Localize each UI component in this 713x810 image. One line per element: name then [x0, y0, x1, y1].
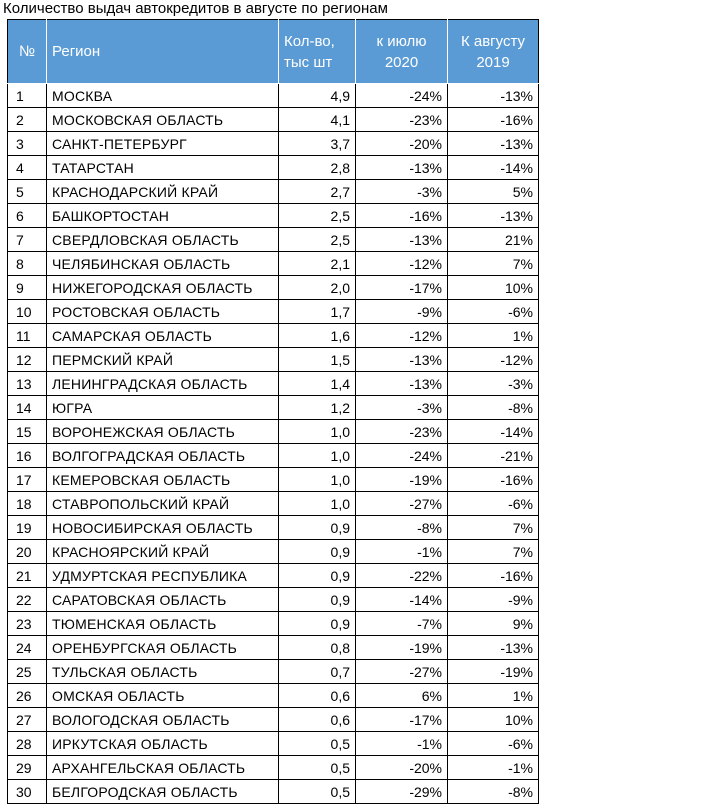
- change-vs-july: -7%: [356, 612, 448, 636]
- change-vs-august: -3%: [448, 372, 539, 396]
- region-name: САРАТОВСКАЯ ОБЛАСТЬ: [47, 588, 279, 612]
- row-number: 15: [8, 420, 47, 444]
- table-row: [8, 612, 539, 636]
- table-row: [8, 180, 539, 204]
- change-vs-july: -24%: [356, 84, 448, 108]
- change-vs-august: 7%: [448, 540, 539, 564]
- header-qty: [279, 20, 356, 84]
- region-name: МОСКВА: [47, 84, 279, 108]
- quantity-value: 3,7: [279, 132, 356, 156]
- table-row: [8, 228, 539, 252]
- row-number: 7: [8, 228, 47, 252]
- region-name: НОВОСИБИРСКАЯ ОБЛАСТЬ: [47, 516, 279, 540]
- row-number: 9: [8, 276, 47, 300]
- row-number: 30: [8, 780, 47, 804]
- row-number: 4: [8, 156, 47, 180]
- change-vs-july: -3%: [356, 396, 448, 420]
- table-row: [8, 564, 539, 588]
- row-number: 13: [8, 372, 47, 396]
- change-vs-august: 5%: [448, 180, 539, 204]
- table-row: [8, 252, 539, 276]
- change-vs-july: -13%: [356, 372, 448, 396]
- region-name: МОСКОВСКАЯ ОБЛАСТЬ: [47, 108, 279, 132]
- quantity-value: 1,0: [279, 420, 356, 444]
- change-vs-august: -6%: [448, 300, 539, 324]
- change-vs-august: -14%: [448, 420, 539, 444]
- change-vs-august: -19%: [448, 660, 539, 684]
- row-number: 19: [8, 516, 47, 540]
- change-vs-august: 7%: [448, 516, 539, 540]
- table-row: [8, 732, 539, 756]
- change-vs-august: -13%: [448, 132, 539, 156]
- table-row: [8, 492, 539, 516]
- table-body: [8, 84, 539, 804]
- region-name: САМАРСКАЯ ОБЛАСТЬ: [47, 324, 279, 348]
- change-vs-july: -9%: [356, 300, 448, 324]
- table-row: [8, 756, 539, 780]
- quantity-value: 1,0: [279, 444, 356, 468]
- row-number: 29: [8, 756, 47, 780]
- change-vs-august: 1%: [448, 684, 539, 708]
- change-vs-july: -13%: [356, 228, 448, 252]
- change-vs-august: -21%: [448, 444, 539, 468]
- change-vs-august: 7%: [448, 252, 539, 276]
- change-vs-august: 1%: [448, 324, 539, 348]
- region-name: ВОРОНЕЖСКАЯ ОБЛАСТЬ: [47, 420, 279, 444]
- row-number: 8: [8, 252, 47, 276]
- region-name: БЕЛГОРОДСКАЯ ОБЛАСТЬ: [47, 780, 279, 804]
- header-jul-line2: 2020: [384, 53, 419, 71]
- change-vs-july: 6%: [356, 684, 448, 708]
- header-aug: [448, 20, 539, 84]
- quantity-value: 0,5: [279, 780, 356, 804]
- row-number: 18: [8, 492, 47, 516]
- change-vs-july: -16%: [356, 204, 448, 228]
- region-name: ЛЕНИНГРАДСКАЯ ОБЛАСТЬ: [47, 372, 279, 396]
- header-qty-line2: тыс шт: [284, 53, 333, 71]
- table-row: [8, 684, 539, 708]
- change-vs-august: 9%: [448, 612, 539, 636]
- change-vs-july: -12%: [356, 324, 448, 348]
- region-name: ВОЛГОГРАДСКАЯ ОБЛАСТЬ: [47, 444, 279, 468]
- quantity-value: 0,7: [279, 660, 356, 684]
- change-vs-august: -1%: [448, 756, 539, 780]
- change-vs-august: 10%: [448, 276, 539, 300]
- row-number: 26: [8, 684, 47, 708]
- row-number: 1: [8, 84, 47, 108]
- quantity-value: 0,6: [279, 708, 356, 732]
- table-row: [8, 468, 539, 492]
- quantity-value: 2,7: [279, 180, 356, 204]
- row-number: 6: [8, 204, 47, 228]
- region-name: ТАТАРСТАН: [47, 156, 279, 180]
- header-jul: [356, 20, 448, 84]
- table-header: [8, 20, 539, 84]
- change-vs-august: -8%: [448, 780, 539, 804]
- header-row: [8, 20, 539, 84]
- table-row: [8, 588, 539, 612]
- row-number: 3: [8, 132, 47, 156]
- change-vs-august: -16%: [448, 564, 539, 588]
- change-vs-august: -13%: [448, 84, 539, 108]
- quantity-value: 1,0: [279, 468, 356, 492]
- table-row: [8, 396, 539, 420]
- region-name: КРАСНОДАРСКИЙ КРАЙ: [47, 180, 279, 204]
- region-name: НИЖЕГОРОДСКАЯ ОБЛАСТЬ: [47, 276, 279, 300]
- row-number: 20: [8, 540, 47, 564]
- row-number: 2: [8, 108, 47, 132]
- table-row: [8, 516, 539, 540]
- region-name: КРАСНОЯРСКИЙ КРАЙ: [47, 540, 279, 564]
- change-vs-july: -23%: [356, 420, 448, 444]
- quantity-value: 1,0: [279, 492, 356, 516]
- change-vs-august: -12%: [448, 348, 539, 372]
- table-row: [8, 156, 539, 180]
- change-vs-august: -13%: [448, 204, 539, 228]
- change-vs-july: -24%: [356, 444, 448, 468]
- table-row: [8, 444, 539, 468]
- quantity-value: 1,5: [279, 348, 356, 372]
- quantity-value: 2,5: [279, 204, 356, 228]
- table-row: [8, 540, 539, 564]
- change-vs-july: -3%: [356, 180, 448, 204]
- row-number: 25: [8, 660, 47, 684]
- quantity-value: 0,8: [279, 636, 356, 660]
- change-vs-july: -1%: [356, 732, 448, 756]
- quantity-value: 0,9: [279, 612, 356, 636]
- region-name: ЧЕЛЯБИНСКАЯ ОБЛАСТЬ: [47, 252, 279, 276]
- region-name: ЮГРА: [47, 396, 279, 420]
- quantity-value: 2,1: [279, 252, 356, 276]
- region-name: СВЕРДЛОВСКАЯ ОБЛАСТЬ: [47, 228, 279, 252]
- table-row: [8, 372, 539, 396]
- table-row: [8, 324, 539, 348]
- change-vs-july: -17%: [356, 708, 448, 732]
- quantity-value: 1,6: [279, 324, 356, 348]
- change-vs-july: -14%: [356, 588, 448, 612]
- row-number: 21: [8, 564, 47, 588]
- change-vs-july: -20%: [356, 756, 448, 780]
- change-vs-august: 21%: [448, 228, 539, 252]
- region-name: ТУЛЬСКАЯ ОБЛАСТЬ: [47, 660, 279, 684]
- change-vs-august: -6%: [448, 492, 539, 516]
- change-vs-july: -23%: [356, 108, 448, 132]
- quantity-value: 0,5: [279, 732, 356, 756]
- change-vs-july: -19%: [356, 636, 448, 660]
- region-name: БАШКОРТОСТАН: [47, 204, 279, 228]
- region-name: СТАВРОПОЛЬСКИЙ КРАЙ: [47, 492, 279, 516]
- quantity-value: 0,9: [279, 588, 356, 612]
- row-number: 22: [8, 588, 47, 612]
- quantity-value: 0,9: [279, 564, 356, 588]
- change-vs-july: -13%: [356, 348, 448, 372]
- row-number: 23: [8, 612, 47, 636]
- region-name: ИРКУТСКАЯ ОБЛАСТЬ: [47, 732, 279, 756]
- region-name: ОМСКАЯ ОБЛАСТЬ: [47, 684, 279, 708]
- table-row: [8, 300, 539, 324]
- quantity-value: 1,2: [279, 396, 356, 420]
- header-aug-line1: К августу: [460, 32, 526, 50]
- quantity-value: 4,1: [279, 108, 356, 132]
- change-vs-july: -8%: [356, 516, 448, 540]
- table-row: [8, 708, 539, 732]
- quantity-value: 0,9: [279, 516, 356, 540]
- row-number: 28: [8, 732, 47, 756]
- change-vs-july: -12%: [356, 252, 448, 276]
- change-vs-august: -13%: [448, 636, 539, 660]
- quantity-value: 2,5: [279, 228, 356, 252]
- table-row: [8, 636, 539, 660]
- regions-table: [7, 19, 539, 804]
- header-jul-line1: к июлю: [376, 32, 427, 50]
- quantity-value: 4,9: [279, 84, 356, 108]
- table-row: [8, 660, 539, 684]
- change-vs-july: -17%: [356, 276, 448, 300]
- change-vs-august: -16%: [448, 108, 539, 132]
- region-name: ТЮМЕНСКАЯ ОБЛАСТЬ: [47, 612, 279, 636]
- header-qty-line1: Кол-во,: [284, 32, 335, 50]
- quantity-value: 1,4: [279, 372, 356, 396]
- quantity-value: 0,6: [279, 684, 356, 708]
- table-row: [8, 348, 539, 372]
- row-number: 5: [8, 180, 47, 204]
- change-vs-august: -14%: [448, 156, 539, 180]
- change-vs-august: -9%: [448, 588, 539, 612]
- header-region: Регион: [47, 20, 279, 84]
- row-number: 24: [8, 636, 47, 660]
- quantity-value: 2,8: [279, 156, 356, 180]
- change-vs-august: 10%: [448, 708, 539, 732]
- row-number: 11: [8, 324, 47, 348]
- region-name: РОСТОВСКАЯ ОБЛАСТЬ: [47, 300, 279, 324]
- change-vs-august: -6%: [448, 732, 539, 756]
- region-name: ВОЛОГОДСКАЯ ОБЛАСТЬ: [47, 708, 279, 732]
- table-row: [8, 420, 539, 444]
- table-row: [8, 780, 539, 804]
- change-vs-july: -27%: [356, 660, 448, 684]
- table-row: [8, 276, 539, 300]
- table-row: [8, 84, 539, 108]
- row-number: 10: [8, 300, 47, 324]
- region-name: УДМУРТСКАЯ РЕСПУБЛИКА: [47, 564, 279, 588]
- change-vs-july: -20%: [356, 132, 448, 156]
- region-name: ПЕРМСКИЙ КРАЙ: [47, 348, 279, 372]
- region-name: АРХАНГЕЛЬСКАЯ ОБЛАСТЬ: [47, 756, 279, 780]
- quantity-value: 2,0: [279, 276, 356, 300]
- table-title: Количество выдач автокредитов в августе по регионам: [3, 0, 388, 17]
- row-number: 17: [8, 468, 47, 492]
- change-vs-july: -29%: [356, 780, 448, 804]
- quantity-value: 0,9: [279, 540, 356, 564]
- quantity-value: 1,7: [279, 300, 356, 324]
- table-row: [8, 204, 539, 228]
- quantity-value: 0,5: [279, 756, 356, 780]
- region-name: ОРЕНБУРГСКАЯ ОБЛАСТЬ: [47, 636, 279, 660]
- header-num: №: [8, 20, 47, 84]
- table-row: [8, 132, 539, 156]
- change-vs-august: -8%: [448, 396, 539, 420]
- region-name: САНКТ-ПЕТЕРБУРГ: [47, 132, 279, 156]
- table-row: [8, 108, 539, 132]
- change-vs-july: -27%: [356, 492, 448, 516]
- change-vs-august: -16%: [448, 468, 539, 492]
- row-number: 16: [8, 444, 47, 468]
- change-vs-july: -13%: [356, 156, 448, 180]
- change-vs-july: -19%: [356, 468, 448, 492]
- row-number: 27: [8, 708, 47, 732]
- region-name: КЕМЕРОВСКАЯ ОБЛАСТЬ: [47, 468, 279, 492]
- change-vs-july: -22%: [356, 564, 448, 588]
- row-number: 12: [8, 348, 47, 372]
- change-vs-july: -1%: [356, 540, 448, 564]
- row-number: 14: [8, 396, 47, 420]
- header-aug-line2: 2019: [476, 53, 510, 71]
